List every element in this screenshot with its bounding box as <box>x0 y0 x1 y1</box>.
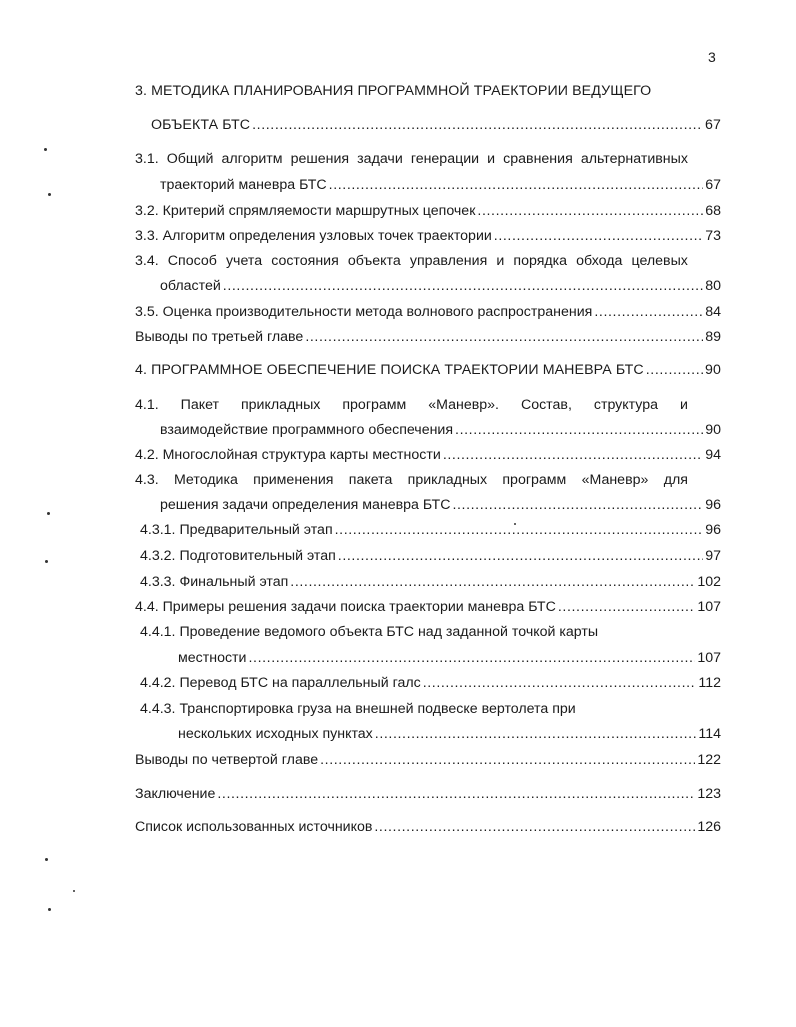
toc-entry-3-2: 3.2. Критерий спрямляемости маршрутных цепочек ..... 68 <box>135 203 721 219</box>
toc-entry-4-4-2: 4.4.2. Перевод БТС на параллельный галс ..... 112 <box>140 675 721 691</box>
toc-entry-chapter-3 <box>151 117 721 133</box>
toc-entry-4-3-3: 4.3.3. Финальный этап ..... 102 <box>140 574 721 590</box>
scan-speck <box>44 148 47 151</box>
toc-entry-chapter-4: 4. ПРОГРАММНОЕ ОБЕСПЕЧЕНИЕ ПОИСКА ТРАЕКТОРИИ МАНЕВРА БТС ..... 90 <box>135 362 721 378</box>
scan-speck <box>73 890 75 892</box>
toc-entry-3-3: 3.3. Алгоритм определения узловых точек траектории ..... 73 <box>135 228 721 244</box>
toc-entry-4-4-3: нескольких исходных пунктах ..... 114 <box>178 726 721 742</box>
toc-entry-4-1-line1: 4.1. Пакет прикладных программ «Маневр». Состав, структура и <box>135 397 688 413</box>
toc-entry-4-3-2: 4.3.2. Подготовительный этап ..... 97 <box>140 548 721 564</box>
toc-entry-4-2: 4.2. Многослойная структура карты местности ..... 94 <box>135 447 721 463</box>
chapter-3-title-line1: 3. МЕТОДИКА ПЛАНИРОВАНИЯ ПРОГРАММНОЙ ТРАЕКТОРИИ ВЕДУЩЕГО <box>135 83 652 99</box>
toc-entry-4-4-1: местности ..... 107 <box>178 650 721 666</box>
toc-entry-conclusions-4: Выводы по четвертой главе ..... 122 <box>135 752 721 768</box>
scan-speck <box>48 908 51 911</box>
toc-entry-references: Список использованных источников ..... 126 <box>135 819 721 835</box>
toc-entry-conclusion: Заключение ..... 123 <box>135 786 721 802</box>
toc-entry-4-4: 4.4. Примеры решения задачи поиска траектории маневра БТС ..... 107 <box>135 599 721 615</box>
scan-speck <box>45 560 48 563</box>
toc-entry-3-4-line1: 3.4. Способ учета состояния объекта управления и порядка обхода целевых <box>135 253 688 269</box>
toc-entry-3-1: траекторий маневра БТС ..... 67 <box>160 177 721 193</box>
entry-text: ОБЪЕКТА БТС <box>151 117 251 133</box>
toc-entry-3-5: 3.5. Оценка производительности метода волнового распространения ..... 84 <box>135 304 721 320</box>
toc-entry-conclusions-3: Выводы по третьей главе ..... 89 <box>135 329 721 345</box>
toc-entry-4-3-line1: 4.3. Методика применения пакета прикладных программ «Маневр» для <box>135 472 688 488</box>
entry-page: 67 <box>705 117 721 133</box>
scan-speck <box>45 858 48 861</box>
toc-entry-3-1-line1: 3.1. Общий алгоритм решения задачи генерации и сравнения альтернативных <box>135 151 688 167</box>
toc-entry-4-3: решения задачи определения маневра БТС ..... 96 <box>160 497 721 513</box>
toc-entry-4-4-1-line1: 4.4.1. Проведение ведомого объекта БТС над заданной точкой карты <box>140 624 599 640</box>
toc-entry-4-1: взаимодействие программного обеспечения ..... 90 <box>160 422 721 438</box>
toc-entry-4-4-3-line1: 4.4.3. Транспортировка груза на внешней подвеске вертолета при <box>140 701 576 717</box>
scan-speck <box>514 523 516 525</box>
leader-dots <box>252 117 703 133</box>
scan-speck <box>47 512 50 515</box>
toc-entry-3-4: областей ..... 80 <box>160 278 721 294</box>
page-number: 3 <box>708 49 716 65</box>
scan-speck <box>48 193 51 196</box>
toc-entry-4-3-1: 4.3.1. Предварительный этап ..... 96 <box>140 522 721 538</box>
